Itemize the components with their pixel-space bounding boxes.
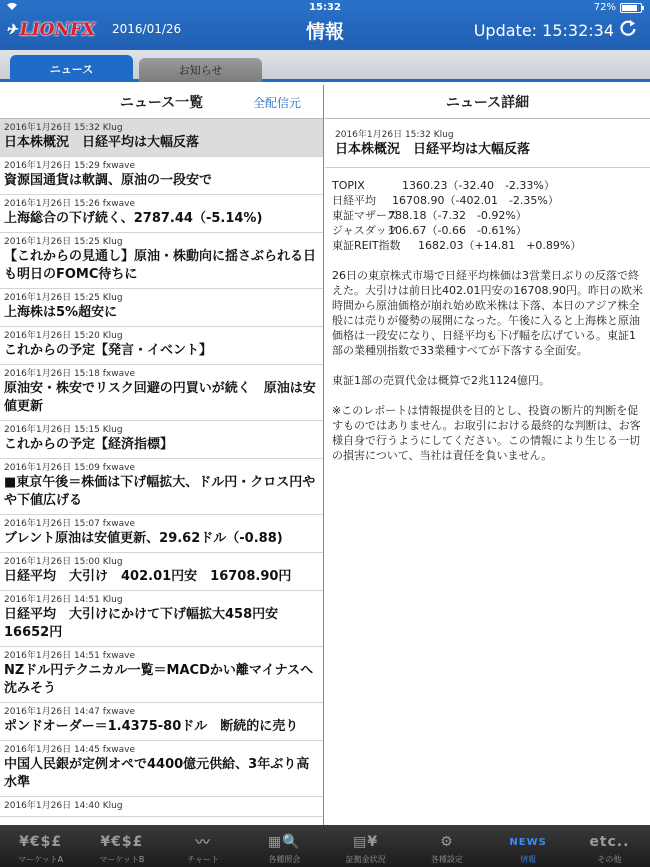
news-detail-title-header: ニュース詳細 bbox=[445, 94, 530, 111]
news-item-title: 日経平均 大引け 402.01円安 16708.90円 bbox=[4, 569, 292, 584]
news-icon: NEWS bbox=[509, 836, 547, 848]
news-detail-header bbox=[325, 85, 650, 119]
news-list-header bbox=[0, 85, 323, 119]
detail-title: 日本株概況 日経平均は大幅反落 bbox=[335, 142, 531, 157]
news-list-item[interactable] bbox=[0, 365, 323, 421]
news-list-panel bbox=[0, 85, 324, 825]
market-row bbox=[332, 178, 643, 193]
tab-bar bbox=[0, 50, 650, 82]
detail-paragraph: 26日の東京株式市場で日経平均株価は3営業日ぶりの反落で終えた。大引けは前日比402.01円安の16708.90円。昨日の欧米時間から原油価格が崩れ始め欧米株は下落、本日のアジア株全般には売りが優勢の展開になった。午後に入ると上海株と原油価格は一段安になり、日経平均も下げ幅を広げている。東証1部の業種別指数で33業種すべてが下落する全面安。 bbox=[332, 269, 643, 357]
news-item-meta: 2016年1月26日 15:09 fxwave bbox=[4, 463, 135, 473]
news-item-meta: 2016年1月26日 14:40 Klug bbox=[4, 801, 123, 811]
news-list-item[interactable] bbox=[0, 741, 323, 797]
news-item-meta: 2016年1月26日 15:26 fxwave bbox=[4, 199, 135, 209]
news-item-meta: 2016年1月26日 15:15 Klug bbox=[4, 425, 123, 435]
nav-label: 情報 bbox=[520, 855, 537, 864]
nav-label: その他 bbox=[597, 855, 622, 864]
market-name: TOPIX bbox=[332, 179, 365, 192]
market-name: 日経平均 bbox=[332, 194, 376, 207]
news-item-title: 【これからの見通し】原油・株動向に揺さぶられる日も明日のFOMC待ちに bbox=[4, 249, 317, 282]
news-list-item[interactable] bbox=[0, 195, 323, 233]
nav-margin-status[interactable] bbox=[325, 825, 406, 867]
nav-market-a[interactable] bbox=[0, 825, 81, 867]
news-item-title: 資源国通貨は軟調、原油の一段安で bbox=[4, 173, 213, 188]
settings-icon: ⚙ bbox=[440, 834, 454, 850]
nav-label: 各種照会 bbox=[268, 855, 301, 864]
news-item-title: これからの予定【発言・イベント】 bbox=[4, 343, 213, 358]
battery-percent: 72% bbox=[593, 2, 616, 13]
nav-inquiry[interactable] bbox=[244, 825, 325, 867]
header-date: 2016/01/26 bbox=[112, 22, 182, 36]
page-title: 情報 bbox=[305, 21, 344, 43]
news-item-meta: 2016年1月26日 15:29 fxwave bbox=[4, 161, 135, 171]
detail-paragraph: ※このレポートは情報提供を目的とし、投資の断片的判断を促すものではありません。お取引における最終的な判断は、お客様自身で行うようにしてください。この情報により生じる一切の損害について、当社は責任を負いません。 bbox=[332, 404, 641, 462]
news-item-meta: 2016年1月26日 15:25 Klug bbox=[4, 237, 123, 247]
news-item-title: ■東京午後＝株価は下げ幅拡大、ドル円・クロス円やや下値広げる bbox=[4, 475, 316, 508]
market-row bbox=[332, 193, 643, 208]
market-value: 16708.90（-402.01 -2.35%） bbox=[392, 194, 559, 207]
nav-chart[interactable] bbox=[163, 825, 244, 867]
news-list-item[interactable] bbox=[0, 553, 323, 591]
detail-paragraphs bbox=[332, 268, 643, 463]
market-row bbox=[332, 208, 643, 223]
inquiry-icon: ▦🔍 bbox=[268, 834, 301, 850]
market-row bbox=[332, 223, 643, 238]
news-item-meta: 2016年1月26日 14:47 fxwave bbox=[4, 707, 135, 717]
market-value: 106.67（-0.66 -0.61%） bbox=[388, 224, 527, 237]
market-a-icon: ¥€$£ bbox=[19, 834, 63, 850]
news-item-meta: 2016年1月26日 15:32 Klug bbox=[4, 123, 123, 133]
status-time: 15:32 bbox=[309, 2, 341, 13]
news-item-title: NZドル円テクニカル一覧＝MACDかい離マイナスへ沈みそう bbox=[4, 663, 314, 696]
news-list-item[interactable] bbox=[0, 289, 323, 327]
news-list-item[interactable] bbox=[0, 157, 323, 195]
detail-body bbox=[325, 168, 650, 473]
news-list-item[interactable] bbox=[0, 647, 323, 703]
market-value: 788.18（-7.32 -0.92%） bbox=[388, 209, 527, 222]
nav-more[interactable] bbox=[569, 825, 650, 867]
nav-label: マーケットB bbox=[99, 855, 145, 864]
market-b-icon: ¥€$£ bbox=[100, 834, 144, 850]
news-item-title: ポンドオーダー＝1.4375-80ドル 断続的に売り bbox=[4, 719, 299, 734]
news-list-title: ニュース一覧 bbox=[119, 94, 204, 111]
news-item-title: これからの予定【経済指標】 bbox=[4, 437, 174, 452]
news-item-meta: 2016年1月26日 15:20 Klug bbox=[4, 331, 123, 341]
news-item-title: 上海株は5%超安に bbox=[4, 305, 118, 320]
news-item-meta: 2016年1月26日 14:45 fxwave bbox=[4, 745, 135, 755]
market-name: 東証REIT指数 bbox=[332, 239, 401, 252]
news-list-item[interactable] bbox=[0, 591, 323, 647]
market-name: 東証マザーズ bbox=[332, 209, 398, 222]
logo-text: LIONFX bbox=[19, 20, 96, 40]
detail-paragraph: 東証1部の売買代金は概算で2兆1124億円。 bbox=[332, 374, 550, 387]
detail-meta: 2016年1月26日 15:32 Klug bbox=[335, 130, 454, 140]
news-item-meta: 2016年1月26日 14:51 fxwave bbox=[4, 651, 135, 661]
news-list-item[interactable] bbox=[0, 119, 323, 157]
market-table bbox=[332, 178, 643, 253]
top-bar bbox=[0, 0, 650, 50]
news-item-title: 日本株概況 日経平均は大幅反落 bbox=[4, 135, 200, 150]
news-item-meta: 2016年1月26日 15:00 Klug bbox=[4, 557, 123, 567]
tab-news[interactable]: ニュース bbox=[10, 55, 133, 82]
news-item-meta: 2016年1月26日 15:07 fxwave bbox=[4, 519, 135, 529]
tab-notices[interactable]: お知らせ bbox=[139, 58, 262, 82]
news-item-title: 中国人民銀が定例オペで4400億元供給、3年ぶり高水準 bbox=[4, 757, 310, 790]
market-row bbox=[332, 238, 643, 253]
news-list-item[interactable] bbox=[0, 459, 323, 515]
news-list-item[interactable] bbox=[0, 327, 323, 365]
news-list-item[interactable] bbox=[0, 421, 323, 459]
nav-label: 各種設定 bbox=[430, 855, 463, 864]
news-item-title: ブレント原油は安値更新、29.62ドル（-0.88) bbox=[4, 531, 283, 546]
nav-label: チャート bbox=[187, 855, 219, 864]
more-icon: etc.. bbox=[589, 834, 630, 850]
battery-icon bbox=[620, 3, 642, 13]
news-list-item[interactable] bbox=[0, 515, 323, 553]
market-name: ジャスダック bbox=[332, 224, 398, 237]
all-sources-button[interactable]: 全配信元 bbox=[252, 96, 301, 110]
nav-settings[interactable] bbox=[406, 825, 487, 867]
news-item-meta: 2016年1月26日 14:51 Klug bbox=[4, 595, 123, 605]
market-value: 1682.03（+14.81 +0.89%） bbox=[418, 239, 582, 252]
market-value: 1360.23（-32.40 -2.33%） bbox=[402, 179, 555, 192]
news-item-meta: 2016年1月26日 15:25 Klug bbox=[4, 293, 123, 303]
news-list-item[interactable] bbox=[0, 703, 323, 741]
news-item-meta: 2016年1月26日 15:18 fxwave bbox=[4, 369, 135, 379]
news-list-item[interactable] bbox=[0, 797, 323, 817]
news-detail-panel bbox=[325, 85, 650, 825]
detail-heading bbox=[325, 119, 650, 168]
chart-icon: 〰 bbox=[195, 835, 211, 851]
news-item-title: 原油安・株安でリスク回避の円買いが続く 原油は安値更新 bbox=[4, 381, 316, 414]
bottom-toolbar bbox=[0, 825, 650, 867]
battery-status bbox=[594, 2, 642, 13]
news-list-item[interactable] bbox=[0, 233, 323, 289]
nav-label: マーケットA bbox=[18, 855, 64, 864]
logo-plane-icon: ✈ bbox=[6, 22, 18, 38]
news-list bbox=[0, 119, 323, 817]
update-time: Update: 15:32:34 bbox=[473, 21, 614, 40]
nav-label: 証拠金状況 bbox=[345, 855, 386, 864]
news-item-title: 日経平均 大引けにかけて下げ幅拡大458円安16652円 bbox=[4, 607, 279, 640]
refresh-icon[interactable] bbox=[618, 18, 638, 38]
nav-news[interactable] bbox=[488, 825, 569, 867]
news-item-title: 上海総合の下げ続く、2787.44（-5.14%) bbox=[4, 211, 263, 226]
nav-market-b[interactable] bbox=[81, 825, 162, 867]
margin-status-icon: ▤¥ bbox=[353, 834, 379, 850]
